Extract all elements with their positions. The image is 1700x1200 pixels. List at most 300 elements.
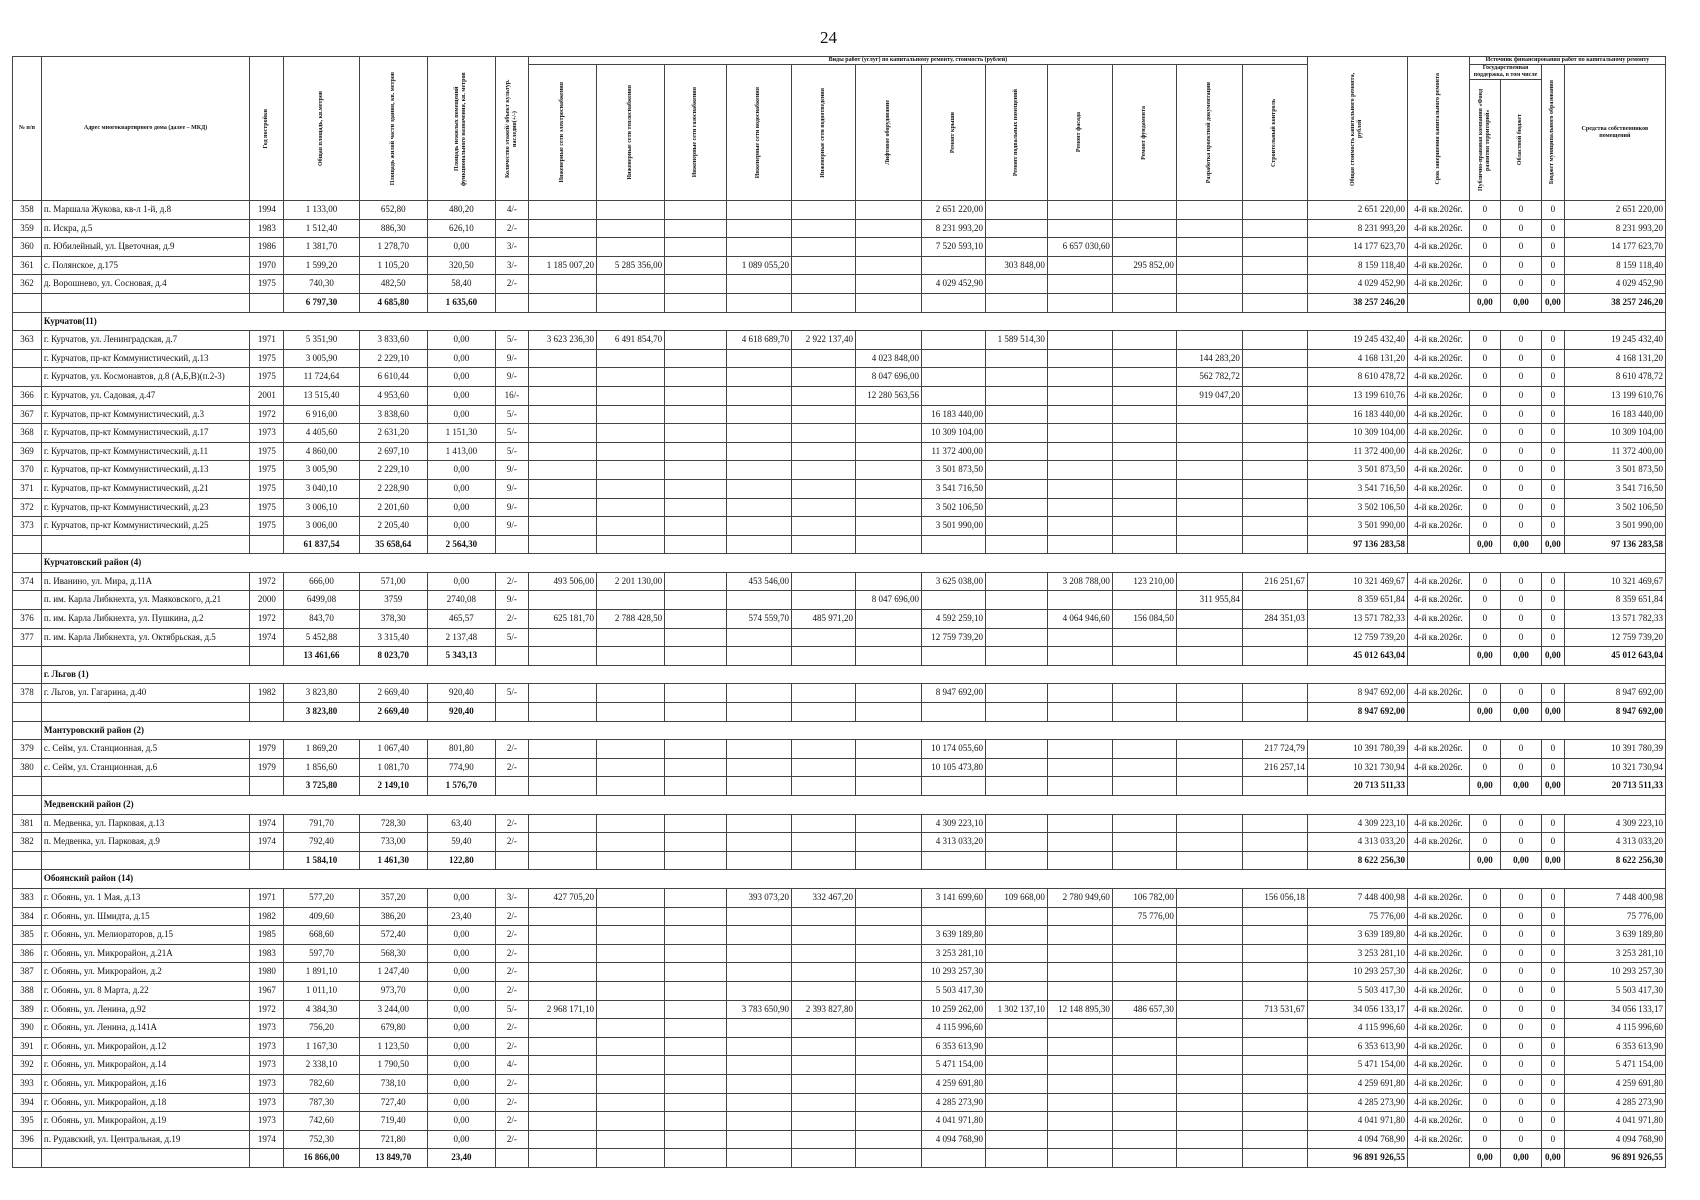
table-cell xyxy=(596,201,664,220)
table-cell: 0,00 xyxy=(427,1093,495,1112)
table-cell: 1979 xyxy=(250,740,284,759)
table-row xyxy=(13,1000,1666,1019)
table-cell xyxy=(665,219,727,238)
table-cell: 0,00 xyxy=(427,405,495,424)
table-cell xyxy=(726,684,791,703)
table-cell: 0 xyxy=(1469,572,1500,591)
table-cell xyxy=(665,851,727,870)
table-cell: 0 xyxy=(1469,814,1500,833)
table-cell: 0 xyxy=(1500,256,1541,275)
table-cell: 0,00 xyxy=(427,386,495,405)
table-cell: 369 xyxy=(13,442,42,461)
table-cell: 3 501 873,50 xyxy=(1307,461,1407,480)
table-cell xyxy=(665,628,727,647)
table-cell: 1975 xyxy=(250,349,284,368)
table-cell: 0 xyxy=(1469,591,1500,610)
table-cell: 0 xyxy=(1469,238,1500,257)
table-cell xyxy=(1176,758,1242,777)
table-cell: 332 467,20 xyxy=(791,888,855,907)
table-cell: 572,40 xyxy=(359,926,427,945)
table-cell: 13 849,70 xyxy=(359,1149,427,1168)
table-cell: 0 xyxy=(1542,1093,1565,1112)
table-cell xyxy=(528,647,596,666)
table-cell xyxy=(41,535,249,554)
table-cell: 0 xyxy=(1469,610,1500,629)
table-cell xyxy=(1112,1149,1176,1168)
table-cell xyxy=(665,758,727,777)
table-cell: 5 503 417,30 xyxy=(1564,981,1665,1000)
table-cell: 1 413,00 xyxy=(427,442,495,461)
table-cell xyxy=(1047,461,1112,480)
table-cell: 61 837,54 xyxy=(284,535,359,554)
table-cell xyxy=(1047,498,1112,517)
table-cell: 4-й кв.2026г. xyxy=(1407,275,1469,294)
table-cell xyxy=(528,201,596,220)
table-cell xyxy=(726,1130,791,1149)
table-cell: 8 359 651,84 xyxy=(1307,591,1407,610)
table-cell: 4 168 131,20 xyxy=(1564,349,1665,368)
table-cell xyxy=(985,498,1047,517)
table-cell xyxy=(665,479,727,498)
table-row xyxy=(13,256,1666,275)
table-cell: 0 xyxy=(1500,628,1541,647)
table-cell xyxy=(41,647,249,666)
table-cell xyxy=(665,256,727,275)
table-cell xyxy=(1047,1112,1112,1131)
table-cell: 1 891,10 xyxy=(284,963,359,982)
table-cell: 0 xyxy=(1542,926,1565,945)
table-cell: 3/- xyxy=(495,238,528,257)
table-cell: 2/- xyxy=(495,610,528,629)
table-cell: 9/- xyxy=(495,479,528,498)
table-cell: 4 405,60 xyxy=(284,424,359,443)
table-cell xyxy=(250,851,284,870)
table-cell xyxy=(726,777,791,796)
table-cell xyxy=(726,814,791,833)
table-cell xyxy=(1112,758,1176,777)
table-cell: 0,00 xyxy=(1469,851,1500,870)
table-cell: 1982 xyxy=(250,907,284,926)
table-cell: 392 xyxy=(13,1056,42,1075)
table-cell: 2740,08 xyxy=(427,591,495,610)
table-cell xyxy=(985,275,1047,294)
table-cell xyxy=(1242,684,1307,703)
table-cell xyxy=(921,331,985,350)
table-cell: 388 xyxy=(13,981,42,1000)
table-cell xyxy=(1242,851,1307,870)
table-cell: 0 xyxy=(1542,1000,1565,1019)
table-row xyxy=(13,368,1666,387)
table-cell xyxy=(1176,275,1242,294)
table-cell xyxy=(1242,386,1307,405)
table-cell: 10 309 104,00 xyxy=(1564,424,1665,443)
table-cell: 0 xyxy=(1542,963,1565,982)
table-cell: 4-й кв.2026г. xyxy=(1407,888,1469,907)
table-cell xyxy=(791,1112,855,1131)
table-cell: г. Курчатов, пр-кт Коммунистический, д.13 xyxy=(41,461,249,480)
table-cell: 35 658,64 xyxy=(359,535,427,554)
table-cell xyxy=(791,777,855,796)
table-cell xyxy=(1112,498,1176,517)
table-cell xyxy=(855,479,921,498)
page-number: 24 xyxy=(820,28,837,47)
table-cell: 0 xyxy=(1469,331,1500,350)
table-cell xyxy=(1242,442,1307,461)
group-header-row xyxy=(13,312,1666,331)
table-cell xyxy=(855,777,921,796)
table-cell: 0,00 xyxy=(427,349,495,368)
table-cell xyxy=(726,1037,791,1056)
table-cell: 1 576,70 xyxy=(427,777,495,796)
table-cell: 493 506,00 xyxy=(528,572,596,591)
table-cell xyxy=(921,647,985,666)
table-cell: 1 067,40 xyxy=(359,740,427,759)
table-cell: 679,80 xyxy=(359,1019,427,1038)
table-cell: 4 029 452,90 xyxy=(1564,275,1665,294)
table-cell xyxy=(596,349,664,368)
header-work-design: Разработка проектной документации xyxy=(1176,65,1242,201)
table-cell: 4 259 691,80 xyxy=(1564,1074,1665,1093)
table-cell: 6 353 613,90 xyxy=(1307,1037,1407,1056)
table-cell: 0,00 xyxy=(1469,777,1500,796)
table-cell xyxy=(41,703,249,722)
table-cell xyxy=(855,1037,921,1056)
table-cell xyxy=(985,219,1047,238)
table-cell xyxy=(528,703,596,722)
table-cell xyxy=(596,628,664,647)
table-cell xyxy=(1407,535,1469,554)
table-cell: 7 520 593,10 xyxy=(921,238,985,257)
table-cell: 1 589 514,30 xyxy=(985,331,1047,350)
table-cell: 666,00 xyxy=(284,572,359,591)
table-cell xyxy=(665,293,727,312)
table-cell xyxy=(855,1000,921,1019)
table-cell: 3 783 650,90 xyxy=(726,1000,791,1019)
table-cell: 0,00 xyxy=(1500,851,1541,870)
table-cell xyxy=(528,1149,596,1168)
table-cell: 10 293 257,30 xyxy=(921,963,985,982)
table-cell: 1974 xyxy=(250,814,284,833)
table-cell: 0 xyxy=(1542,944,1565,963)
table-cell xyxy=(528,1037,596,1056)
table-cell: 2/- xyxy=(495,963,528,982)
table-cell xyxy=(665,461,727,480)
table-cell xyxy=(1176,201,1242,220)
table-cell: 1994 xyxy=(250,201,284,220)
table-cell: 4-й кв.2026г. xyxy=(1407,1093,1469,1112)
table-cell: 156 084,50 xyxy=(1112,610,1176,629)
table-cell xyxy=(1242,1112,1307,1131)
table-cell: п. им. Карла Либкнехта, ул. Маяковского, д.21 xyxy=(41,591,249,610)
table-cell: 20 713 511,33 xyxy=(1307,777,1407,796)
table-cell xyxy=(855,498,921,517)
table-cell xyxy=(791,293,855,312)
table-cell: 366 xyxy=(13,386,42,405)
table-cell: 3 006,10 xyxy=(284,498,359,517)
table-cell: 1 151,30 xyxy=(427,424,495,443)
table-cell xyxy=(1112,814,1176,833)
table-cell xyxy=(596,219,664,238)
table-cell: г. Курчатов, пр-кт Коммунистический, д.25 xyxy=(41,517,249,536)
table-cell xyxy=(1047,740,1112,759)
table-cell: 9/- xyxy=(495,349,528,368)
table-cell xyxy=(1112,1112,1176,1131)
table-cell: 4-й кв.2026г. xyxy=(1407,926,1469,945)
table-cell xyxy=(1047,442,1112,461)
table-cell xyxy=(726,647,791,666)
table-cell xyxy=(528,219,596,238)
table-cell: 4-й кв.2026г. xyxy=(1407,368,1469,387)
table-cell xyxy=(13,647,42,666)
table-cell xyxy=(1242,219,1307,238)
table-cell: г. Обоянь, ул. Микрорайон, д.21А xyxy=(41,944,249,963)
table-cell: п. Иванино, ул. Мира, д.11А xyxy=(41,572,249,591)
table-cell: 6 491 854,70 xyxy=(596,331,664,350)
table-cell xyxy=(855,1130,921,1149)
table-cell xyxy=(1242,981,1307,1000)
table-cell: 0 xyxy=(1500,572,1541,591)
table-cell xyxy=(596,1037,664,1056)
table-cell: 2/- xyxy=(495,833,528,852)
table-cell xyxy=(596,981,664,1000)
table-cell xyxy=(1176,238,1242,257)
table-cell xyxy=(1112,703,1176,722)
table-cell: 752,30 xyxy=(284,1130,359,1149)
header-address: Адрес многоквартирного дома (далее – МКД) xyxy=(41,57,249,201)
table-cell: 4 115 996,60 xyxy=(1307,1019,1407,1038)
table-cell: 0 xyxy=(1469,1093,1500,1112)
table-cell xyxy=(726,944,791,963)
table-cell: 4 259 691,80 xyxy=(921,1074,985,1093)
capital-repair-table xyxy=(12,56,1666,1168)
table-cell xyxy=(665,944,727,963)
table-cell: г. Курчатов, пр-кт Коммунистический, д.17 xyxy=(41,424,249,443)
table-cell: 4-й кв.2026г. xyxy=(1407,814,1469,833)
table-cell: 122,80 xyxy=(427,851,495,870)
table-cell: 0 xyxy=(1469,1000,1500,1019)
table-cell xyxy=(1176,851,1242,870)
table-cell: 3 315,40 xyxy=(359,628,427,647)
table-cell: 2 922 137,40 xyxy=(791,331,855,350)
table-cell xyxy=(1047,479,1112,498)
table-cell: 0 xyxy=(1500,442,1541,461)
table-cell: 5 452,88 xyxy=(284,628,359,647)
table-cell: 11 724,64 xyxy=(284,368,359,387)
table-cell xyxy=(1407,647,1469,666)
table-cell: 1974 xyxy=(250,628,284,647)
table-cell: 8 947 692,00 xyxy=(921,684,985,703)
table-cell: 1 167,30 xyxy=(284,1037,359,1056)
table-cell xyxy=(1112,647,1176,666)
table-cell xyxy=(528,833,596,852)
table-cell xyxy=(855,703,921,722)
table-cell xyxy=(250,703,284,722)
table-cell xyxy=(791,238,855,257)
table-cell: 5 471 154,00 xyxy=(1307,1056,1407,1075)
table-cell xyxy=(921,777,985,796)
table-cell: 5/- xyxy=(495,628,528,647)
table-cell: 10 321 730,94 xyxy=(1307,758,1407,777)
table-cell: 2/- xyxy=(495,1037,528,1056)
table-cell: 0 xyxy=(1542,517,1565,536)
table-cell xyxy=(1112,386,1176,405)
header-municipal: Бюджет муниципального образования xyxy=(1542,65,1565,201)
table-cell xyxy=(985,610,1047,629)
table-cell xyxy=(791,851,855,870)
table-cell: 303 848,00 xyxy=(985,256,1047,275)
table-cell: 5/- xyxy=(495,405,528,424)
table-cell xyxy=(855,758,921,777)
header-regional: Областной бюджет xyxy=(1500,80,1541,201)
table-cell: 2/- xyxy=(495,944,528,963)
table-cell: 1974 xyxy=(250,1130,284,1149)
table-cell: 4-й кв.2026г. xyxy=(1407,386,1469,405)
table-cell: 0 xyxy=(1469,944,1500,963)
table-cell xyxy=(1112,405,1176,424)
header-work-sewage: Инженерные сети водоотведения xyxy=(791,65,855,201)
table-cell: г. Обоянь, ул. Микрорайон, д.2 xyxy=(41,963,249,982)
table-cell xyxy=(528,405,596,424)
table-cell: 358 xyxy=(13,201,42,220)
table-cell xyxy=(726,405,791,424)
table-cell xyxy=(596,907,664,926)
table-cell: 486 657,30 xyxy=(1112,1000,1176,1019)
table-cell xyxy=(791,535,855,554)
table-cell: 386 xyxy=(13,944,42,963)
table-cell xyxy=(921,349,985,368)
table-cell: 1975 xyxy=(250,368,284,387)
table-cell xyxy=(528,591,596,610)
table-cell: 4-й кв.2026г. xyxy=(1407,758,1469,777)
table-cell xyxy=(726,498,791,517)
table-cell: 13 461,66 xyxy=(284,647,359,666)
table-row xyxy=(13,963,1666,982)
group-num-cell xyxy=(13,312,42,331)
table-cell: 2/- xyxy=(495,907,528,926)
table-cell: 5/- xyxy=(495,424,528,443)
table-cell: 5 503 417,30 xyxy=(921,981,985,1000)
table-cell xyxy=(985,1019,1047,1038)
header-deadline: Срок завершения капитального ремонта xyxy=(1407,57,1469,201)
table-cell xyxy=(726,963,791,982)
table-cell: 3 253 281,10 xyxy=(1307,944,1407,963)
table-cell xyxy=(528,758,596,777)
table-cell xyxy=(985,1093,1047,1112)
header-work-gas: Инженерные сети газоснабжения xyxy=(665,65,727,201)
table-cell: 0,00 xyxy=(1469,647,1500,666)
table-cell: г. Обоянь, ул. Микрорайон, д.14 xyxy=(41,1056,249,1075)
table-cell: 0 xyxy=(1469,517,1500,536)
table-cell: 0 xyxy=(1542,981,1565,1000)
table-header xyxy=(13,57,1666,201)
table-cell xyxy=(1176,963,1242,982)
table-cell xyxy=(1242,647,1307,666)
table-cell: 0,00 xyxy=(427,1037,495,1056)
table-cell xyxy=(791,833,855,852)
table-cell xyxy=(528,1130,596,1149)
table-cell xyxy=(528,293,596,312)
table-cell: 1970 xyxy=(250,256,284,275)
table-cell: 378 xyxy=(13,684,42,703)
table-cell: 742,60 xyxy=(284,1112,359,1131)
table-cell: 2/- xyxy=(495,814,528,833)
table-cell xyxy=(495,1149,528,1168)
table-cell xyxy=(665,238,727,257)
table-cell xyxy=(1242,517,1307,536)
table-cell: 728,30 xyxy=(359,814,427,833)
table-row xyxy=(13,349,1666,368)
table-cell: 0,00 xyxy=(427,944,495,963)
table-cell xyxy=(1242,833,1307,852)
table-cell: 3 208 788,00 xyxy=(1047,572,1112,591)
table-cell: 6 610,44 xyxy=(359,368,427,387)
table-cell: 5 351,90 xyxy=(284,331,359,350)
table-cell xyxy=(665,1112,727,1131)
table-cell: 5/- xyxy=(495,442,528,461)
table-row xyxy=(13,405,1666,424)
table-cell xyxy=(250,1149,284,1168)
table-cell xyxy=(596,1074,664,1093)
table-cell: 393 xyxy=(13,1074,42,1093)
table-cell: 3 625 038,00 xyxy=(921,572,985,591)
table-cell: 377 xyxy=(13,628,42,647)
table-cell: 0,00 xyxy=(427,981,495,1000)
table-cell xyxy=(985,1112,1047,1131)
table-cell: 295 852,00 xyxy=(1112,256,1176,275)
table-cell xyxy=(921,907,985,926)
table-cell xyxy=(985,1130,1047,1149)
header-total-cost: Общая стоимость капитального ремонта, рублей xyxy=(1307,57,1407,201)
table-cell xyxy=(855,517,921,536)
table-cell xyxy=(1112,479,1176,498)
table-cell xyxy=(855,201,921,220)
table-cell: 75 776,00 xyxy=(1112,907,1176,926)
table-cell xyxy=(665,201,727,220)
table-cell xyxy=(726,461,791,480)
table-cell: г. Курчатов, пр-кт Коммунистический, д.11 xyxy=(41,442,249,461)
table-cell xyxy=(985,201,1047,220)
table-cell: 2 651 220,00 xyxy=(1307,201,1407,220)
table-cell xyxy=(665,1149,727,1168)
table-cell xyxy=(1242,1037,1307,1056)
table-cell xyxy=(985,461,1047,480)
table-cell: 2 968 171,10 xyxy=(528,1000,596,1019)
table-cell: 1985 xyxy=(250,926,284,945)
table-cell: 0 xyxy=(1469,1112,1500,1131)
table-cell: 8 947 692,00 xyxy=(1307,703,1407,722)
table-cell: 1974 xyxy=(250,833,284,852)
table-cell xyxy=(985,1074,1047,1093)
header-floors: Количество этажей/ объект культур. наследия(+/-) xyxy=(495,57,528,201)
table-cell xyxy=(1242,926,1307,945)
table-cell: 0 xyxy=(1542,1130,1565,1149)
header-work-heating: Инженерные сети теплоснабжения xyxy=(596,65,664,201)
table-cell: 4 309 223,10 xyxy=(921,814,985,833)
table-row xyxy=(13,461,1666,480)
table-cell: 652,80 xyxy=(359,201,427,220)
table-cell: 4 285 273,90 xyxy=(1564,1093,1665,1112)
table-cell xyxy=(596,293,664,312)
table-cell xyxy=(1176,814,1242,833)
table-cell: 1 185 007,20 xyxy=(528,256,596,275)
table-cell: 12 759 739,20 xyxy=(1307,628,1407,647)
table-cell: 13 199 610,76 xyxy=(1307,386,1407,405)
table-cell xyxy=(1112,535,1176,554)
table-cell xyxy=(985,238,1047,257)
table-cell xyxy=(1176,498,1242,517)
table-cell: 386,20 xyxy=(359,907,427,926)
table-cell: 4-й кв.2026г. xyxy=(1407,201,1469,220)
